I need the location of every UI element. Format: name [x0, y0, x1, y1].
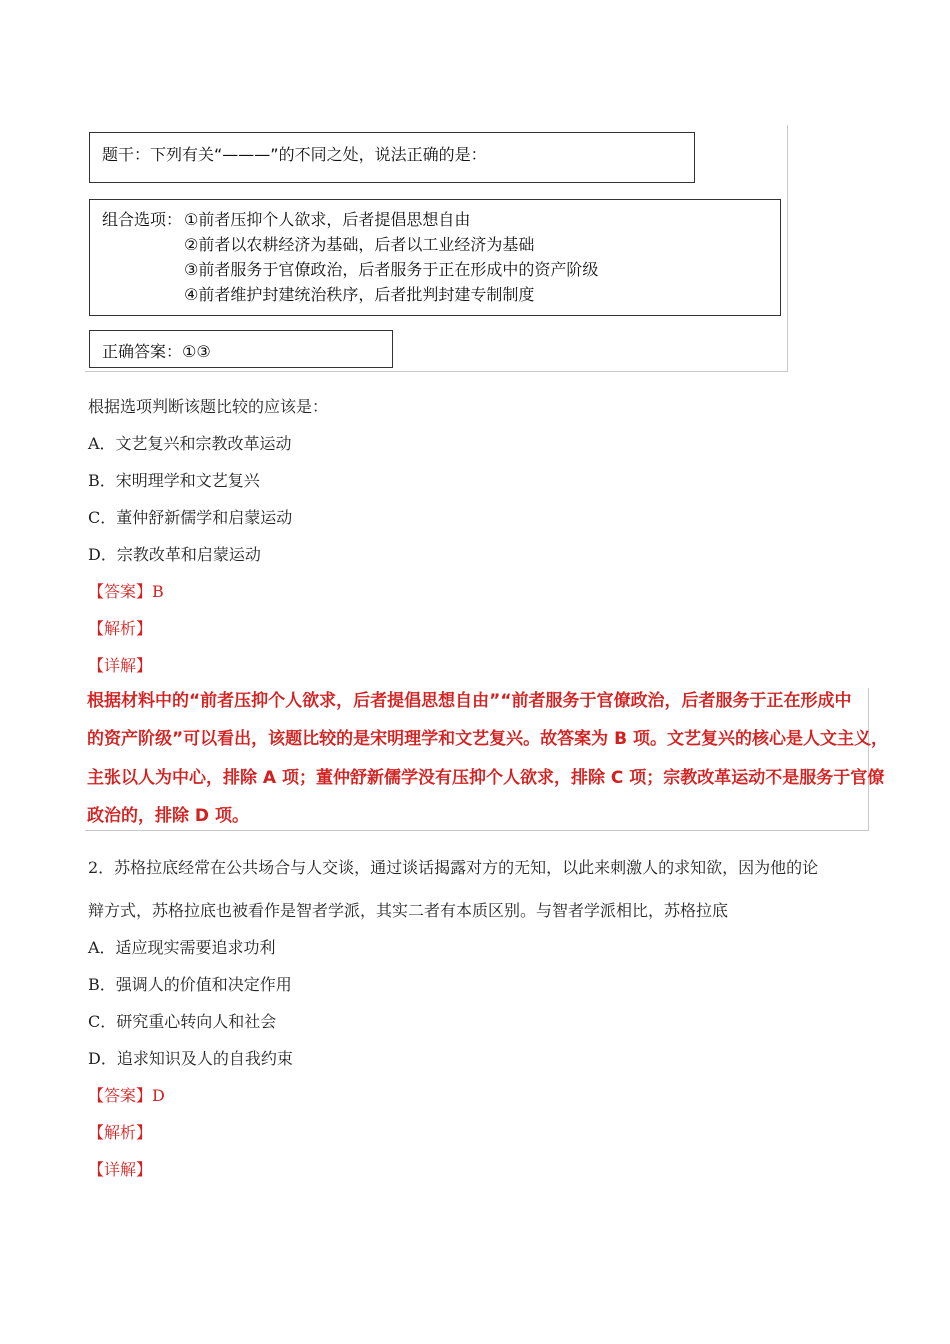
q2-answer-tag: 【答案】 [88, 1086, 153, 1105]
option-2: ②前者以农耕经济为基础，后者以工业经济为基础 [184, 235, 535, 254]
answer-text: 正确答案：①③ [102, 342, 211, 361]
q2-answer-value: D [152, 1086, 165, 1105]
q2-choice-d: D．追求知识及人的自我约束 [88, 1049, 293, 1068]
q1-choice-c: C．董仲舒新儒学和启蒙运动 [88, 508, 293, 527]
q1-analysis-tag: 【解析】 [88, 619, 153, 638]
options-label: 组合选项： [102, 210, 183, 229]
option-1: ①前者压抑个人欲求，后者提倡思想自由 [184, 210, 471, 229]
q1-detail-line-2: 的资产阶级”可以看出，该题比较的是宋明理学和文艺复兴。故答案为 B 项。文艺复兴的核心是人文主义， [87, 729, 888, 749]
q1-detail-block [85, 688, 888, 831]
stem-box [89, 132, 695, 183]
q1-prompt: 根据选项判断该题比较的应该是： [88, 397, 329, 416]
q1-detail-line-1: 根据材料中的“前者压抑个人欲求，后者提倡思想自由”“前者服务于官僚政治，后者服务于正在形成中 [87, 691, 852, 711]
options-box [89, 199, 781, 316]
q2-detail-tag: 【详解】 [88, 1160, 153, 1179]
q1-choice-d: D．宗教改革和启蒙运动 [88, 545, 261, 564]
q2-analysis-tag: 【解析】 [88, 1123, 153, 1142]
q1-answer-tag: 【答案】 [88, 582, 153, 601]
q1-answer [88, 582, 164, 602]
q2-stem-line-1: 2．苏格拉底经常在公共场合与人交谈，通过谈话揭露对方的无知，以此来刺激人的求知欲，因为他的论 [88, 858, 819, 877]
stem-text: 题干：下列有关“———”的不同之处，说法正确的是： [102, 145, 487, 164]
option-4: ④前者维护封建统治秩序，后者批判封建专制制度 [184, 285, 535, 304]
q2-stem-line-2: 辩方式，苏格拉底也被看作是智者学派，其实二者有本质区别。与智者学派相比，苏格拉底 [88, 901, 729, 920]
q2-answer [88, 1086, 165, 1106]
q1-detail-line-4: 政治的，排除 D 项。 [87, 806, 249, 826]
q1-detail-line-3: 主张以人为中心，排除 A 项；董仲舒新儒学没有压抑个人欲求，排除 C 项；宗教改革运动不是服务于官僚 [87, 768, 885, 788]
q1-answer-value: B [152, 582, 164, 601]
q1-choice-a: A．文艺复兴和宗教改革运动 [88, 434, 292, 453]
q2-choice-a: A．适应现实需要追求功利 [88, 938, 276, 957]
option-3: ③前者服务于官僚政治，后者服务于正在形成中的资产阶级 [184, 260, 599, 279]
q1-detail-tag: 【详解】 [88, 656, 153, 675]
q2-choice-c: C．研究重心转向人和社会 [88, 1012, 277, 1031]
q2-choice-b: B．强调人的价值和决定作用 [88, 975, 292, 994]
q1-choice-b: B．宋明理学和文艺复兴 [88, 471, 260, 490]
answer-box [89, 330, 393, 368]
